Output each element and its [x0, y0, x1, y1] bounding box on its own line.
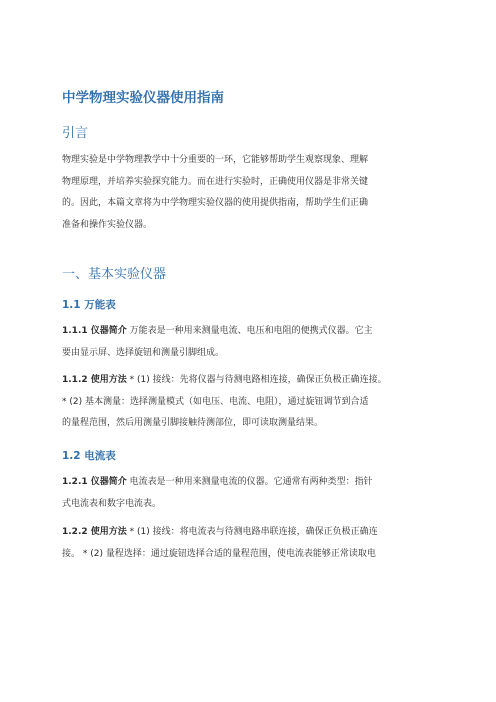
document-title: 中学物理实验仪器使用指南 — [62, 90, 224, 106]
heading-1-1: 1.1 万能表 — [62, 299, 116, 311]
paragraph-line — [62, 522, 434, 544]
paragraph-text: * (1) 接线：将电流表与待测电路串联连接，确保正负极正确连 — [126, 527, 378, 537]
paragraph-line: 要由显示屏、选择旋钮和测量引脚组成。 — [62, 347, 225, 358]
paragraph-1-1-2 — [62, 370, 434, 435]
paragraph-line — [62, 321, 434, 343]
paragraph-label: 1.1.2 使用方法 — [62, 375, 127, 385]
paragraph-text: 万能表是一种用来测量电流、电压和电阻的便携式仪器。它主 — [126, 326, 373, 336]
intro-line: 准备和操作实验仪器。 — [62, 219, 153, 230]
heading-intro: 引言 — [62, 126, 89, 141]
paragraph-text: * (1) 接线：先将仪器与待测电路相连接，确保正负极正确连接。 — [126, 375, 387, 385]
paragraph-label: 1.2.1 仪器简介 — [62, 477, 127, 487]
intro-line: 物理原理，并培养实验探究能力。而在进行实验时，正确使用仪器是非常关键 — [62, 176, 369, 187]
paragraph-1-1-1 — [62, 321, 434, 364]
intro-line: 物理实验是中学物理教学中十分重要的一环，它能够帮助学生观察现象、理解 — [62, 155, 369, 165]
paragraph-line: * (2) 基本测量：选择测量模式（如电压、电流、电阻），通过旋钮调节到合适 — [62, 396, 369, 407]
paragraph-text: 电流表是一种用来测量电流的仪器。它通常有两种类型：指针 — [126, 477, 373, 487]
paragraph-line — [62, 472, 434, 494]
paragraph-line — [62, 370, 434, 392]
paragraph-1-2-2 — [62, 522, 434, 565]
paragraph-line: 的量程范围，然后用测量引脚接触待测部位，即可读取测量结果。 — [62, 418, 324, 428]
intro-line: 的。因此，本篇文章将为中学物理实验仪器的使用提供指南，帮助学生们正确 — [62, 198, 369, 208]
intro-paragraph — [62, 150, 434, 236]
heading-1-2: 1.2 电流表 — [62, 450, 116, 462]
paragraph-label: 1.2.2 使用方法 — [62, 527, 127, 537]
heading-section-1: 一、基本实验仪器 — [62, 267, 167, 282]
paragraph-line: 式电流表和数字电流表。 — [62, 498, 162, 509]
paragraph-line: 接。 * (2) 量程选择：通过旋钮选择合适的量程范围，使电流表能够正常读取电 — [62, 548, 376, 559]
paragraph-1-2-1 — [62, 472, 434, 515]
paragraph-label: 1.1.1 仪器简介 — [62, 326, 127, 336]
